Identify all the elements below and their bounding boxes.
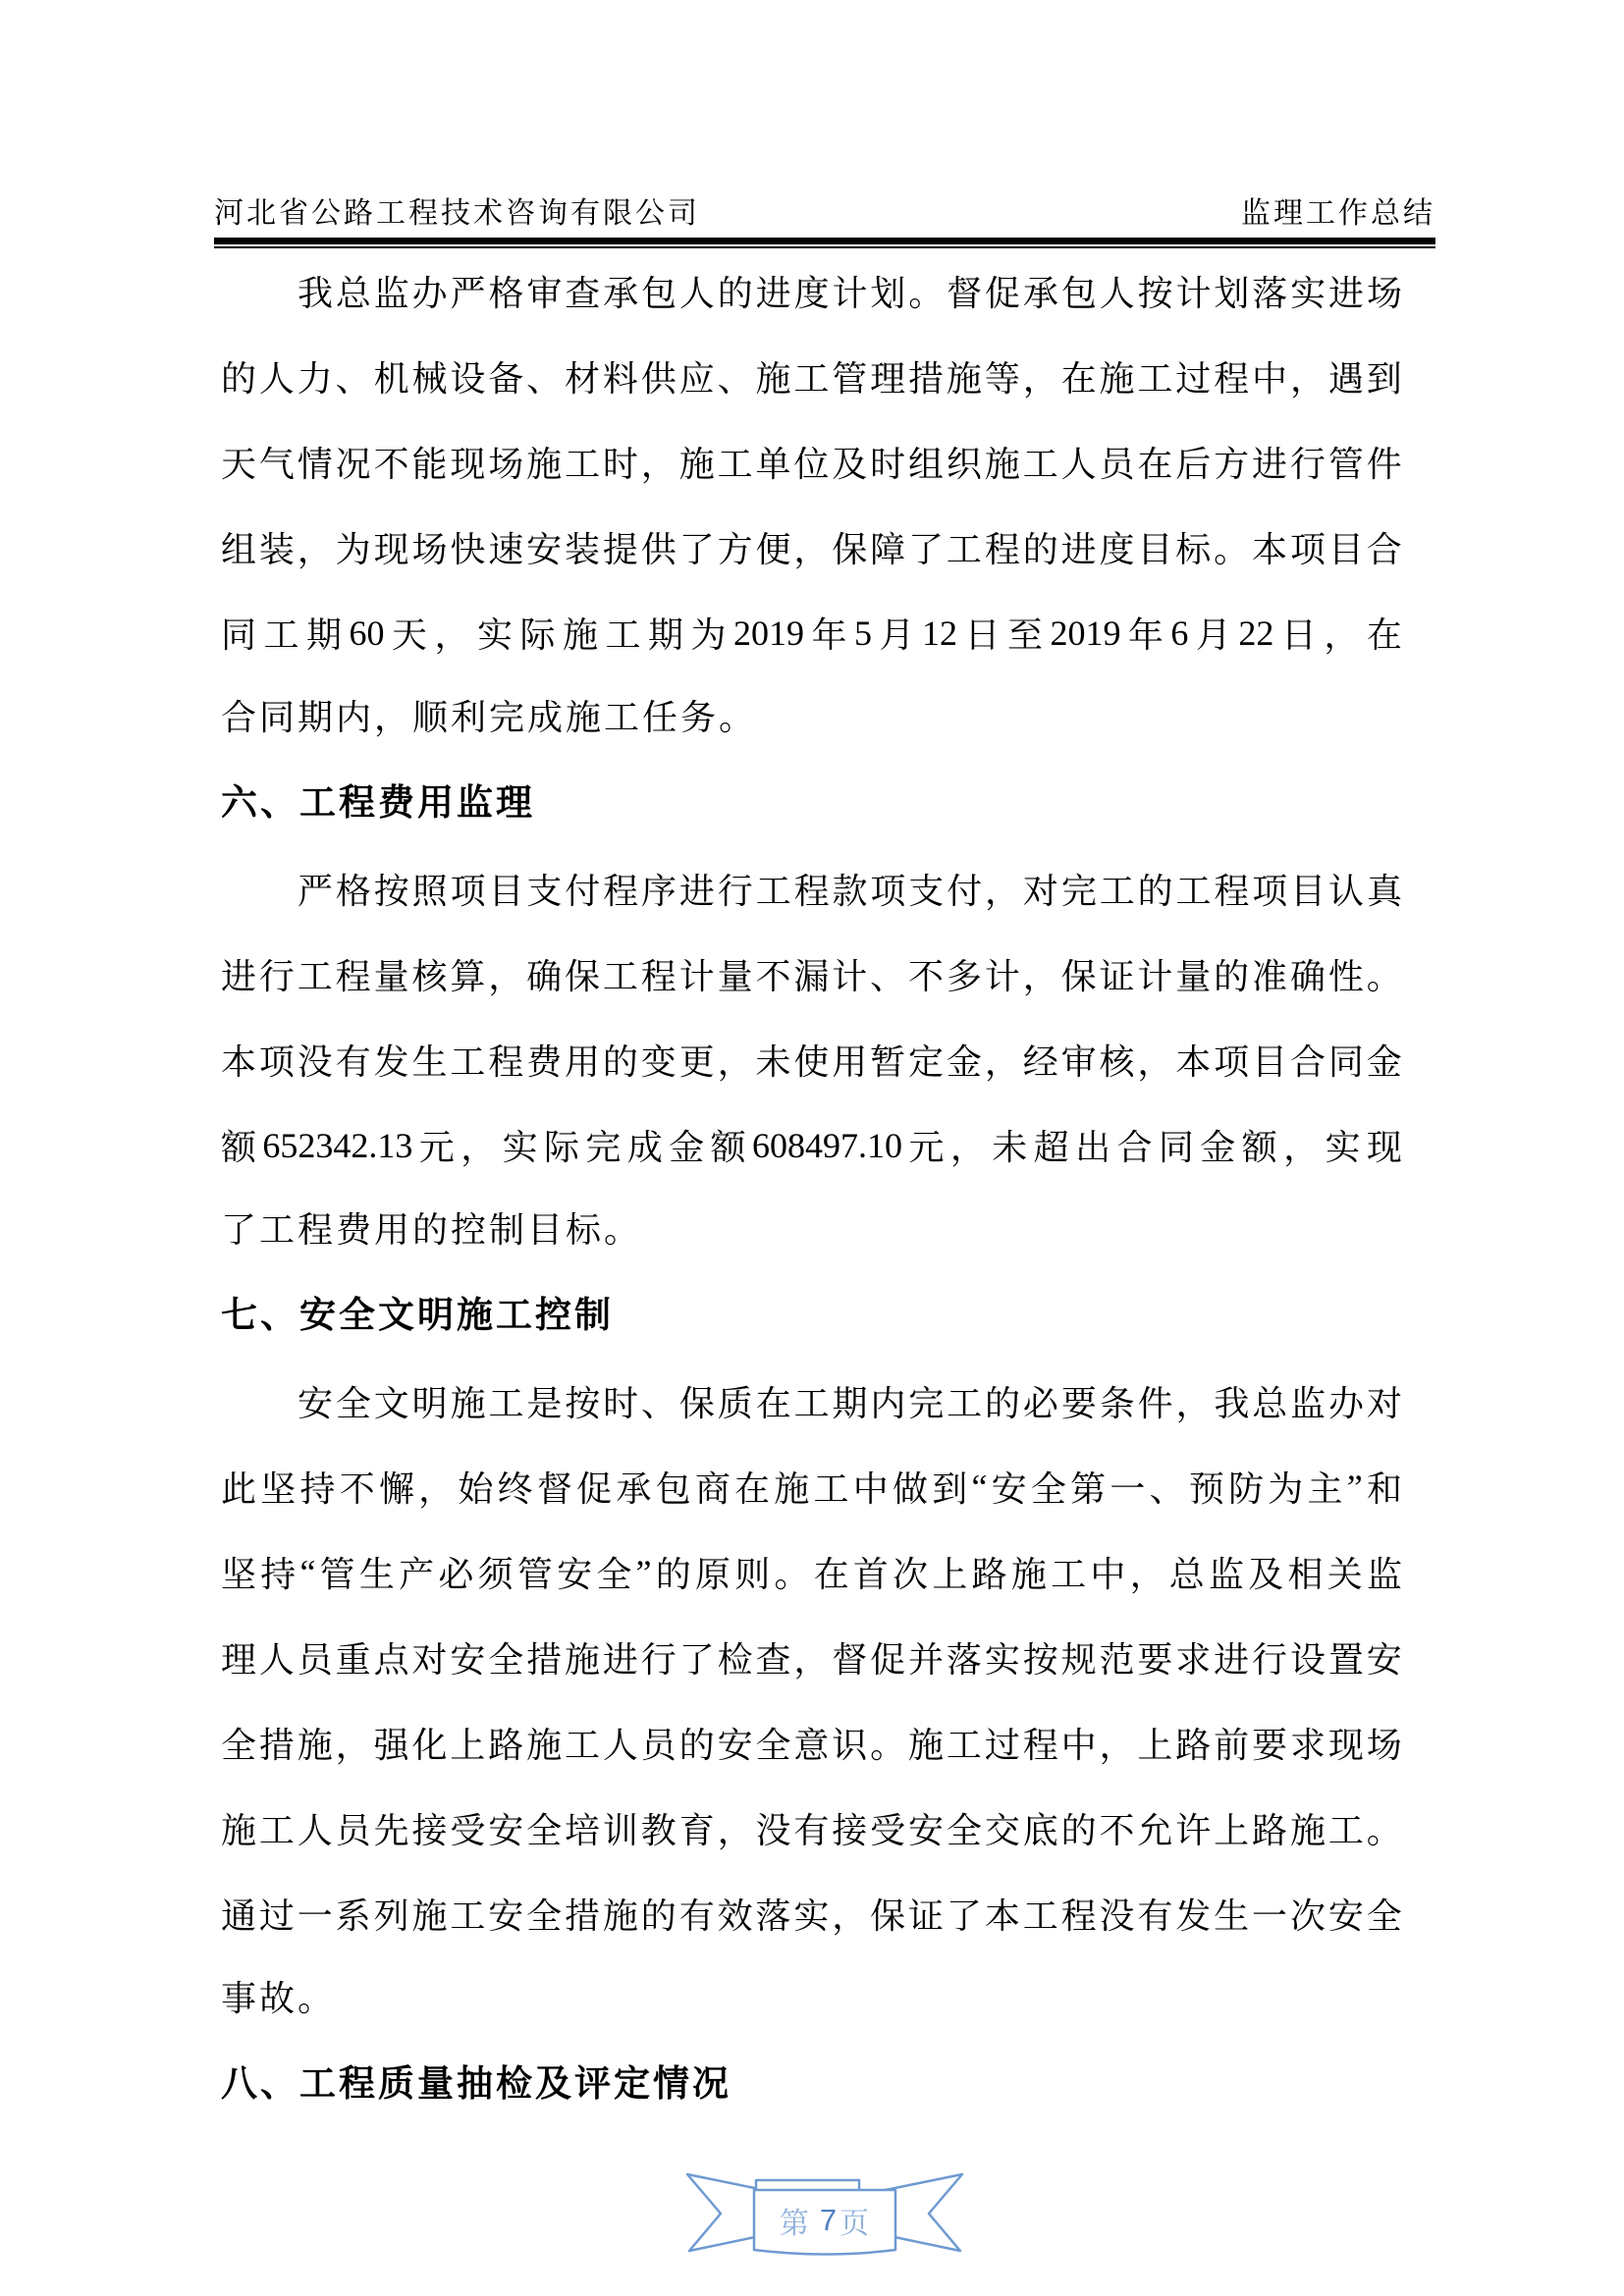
- page-number-suffix: 页: [839, 2208, 871, 2240]
- section-heading: 六、工程费用监理: [221, 783, 535, 824]
- paragraph-line: 了工程费用的控制目标。: [221, 1210, 643, 1250]
- paragraph-line: 组 装 ， 为 现 场 快 速 安 装 提 供 了 方 便 ， 保 障 了 工 程 的 进 度 目 标 。 本 项 目 合: [221, 530, 1402, 569]
- section-heading: 七、安全文明施工控制: [221, 1296, 614, 1336]
- page-number: 7: [819, 2203, 839, 2237]
- header-doc-title: 监理工作总结: [1241, 197, 1435, 230]
- page-number-ribbon: [677, 2164, 972, 2263]
- paragraph-line: 我 总 监 办 严 格 审 查 承 包 人 的 进 度 计 划 。 督 促 承 包 人 按 计 划 落 实 进 场: [298, 274, 1402, 313]
- paragraph-line: 合同期内，顺利完成施工任务。: [221, 698, 758, 737]
- paragraph-line: 进 行 工 程 量 核 算 ， 确 保 工 程 计 量 不 漏 计 、 不 多 计 ， 保 证 计 量 的 准 确 性 。: [221, 957, 1402, 996]
- paragraph-line: 额 652342.13 元 ， 实 际 完 成 金 额 608497.10 元 ， 未 超 出 合 同 金 额 ， 实 现: [221, 1125, 1402, 1167]
- paragraph-line: 事故。: [221, 1979, 337, 2018]
- page-number-prefix: 第: [779, 2208, 810, 2240]
- paragraph-line: 坚 持 “ 管 生 产 必 须 管 安 全 ” 的 原 则 。 在 首 次 上 路 施 工 中 ， 总 监 及 相 关 监: [221, 1552, 1402, 1594]
- paragraph-line: 此 坚 持 不 懈 ， 始 终 督 促 承 包 商 在 施 工 中 做 到 “ 安 全 第 一 、 预 防 为 主 ” 和: [221, 1467, 1402, 1509]
- paragraph-line: 本 项 没 有 发 生 工 程 费 用 的 变 更 ， 未 使 用 暂 定 金 ， 经 审 核 ， 本 项 目 合 同 金: [221, 1042, 1402, 1082]
- paragraph-line: 安 全 文 明 施 工 是 按 时 、 保 质 在 工 期 内 完 工 的 必 要 条 件 ， 我 总 监 办 对: [298, 1384, 1402, 1423]
- header-rule: [214, 238, 1435, 248]
- header-company-name: 河北省公路工程技术咨询有限公司: [214, 197, 700, 230]
- paragraph-line: 通 过 一 系 列 施 工 安 全 措 施 的 有 效 落 实 ， 保 证 了 本 工 程 没 有 发 生 一 次 安 全: [221, 1896, 1402, 1936]
- paragraph-line: 天 气 情 况 不 能 现 场 施 工 时 ， 施 工 单 位 及 时 组 织 施 工 人 员 在 后 方 进 行 管 件: [221, 445, 1402, 484]
- paragraph-line: 的 人 力 、 机 械 设 备 、 材 料 供 应 、 施 工 管 理 措 施 等 ， 在 施 工 过 程 中 ， 遇 到: [221, 359, 1402, 399]
- paragraph-line: 施 工 人 员 先 接 受 安 全 培 训 教 育 ， 没 有 接 受 安 全 交 底 的 不 允 许 上 路 施 工 。: [221, 1811, 1402, 1850]
- paragraph-line: 全 措 施 ， 强 化 上 路 施 工 人 员 的 安 全 意 识 。 施 工 过 程 中 ， 上 路 前 要 求 现 场: [221, 1726, 1402, 1765]
- document-body: [221, 248, 1402, 2127]
- page-number-label: [754, 2192, 895, 2249]
- page-header: [214, 194, 1435, 232]
- paragraph-line: 严 格 按 照 项 目 支 付 程 序 进 行 工 程 款 项 支 付 ， 对 完 工 的 工 程 项 目 认 真: [298, 872, 1402, 911]
- paragraph-line: 理 人 员 重 点 对 安 全 措 施 进 行 了 检 查 ， 督 促 并 落 实 按 规 范 要 求 进 行 设 置 安: [221, 1640, 1402, 1680]
- paragraph-line: 同 工 期 60 天 ， 实 际 施 工 期 为 2019 年 5 月 12 日 至 2019 年 6 月 22 日 ， 在: [221, 613, 1402, 655]
- section-heading: 八、工程质量抽检及评定情况: [221, 2064, 731, 2105]
